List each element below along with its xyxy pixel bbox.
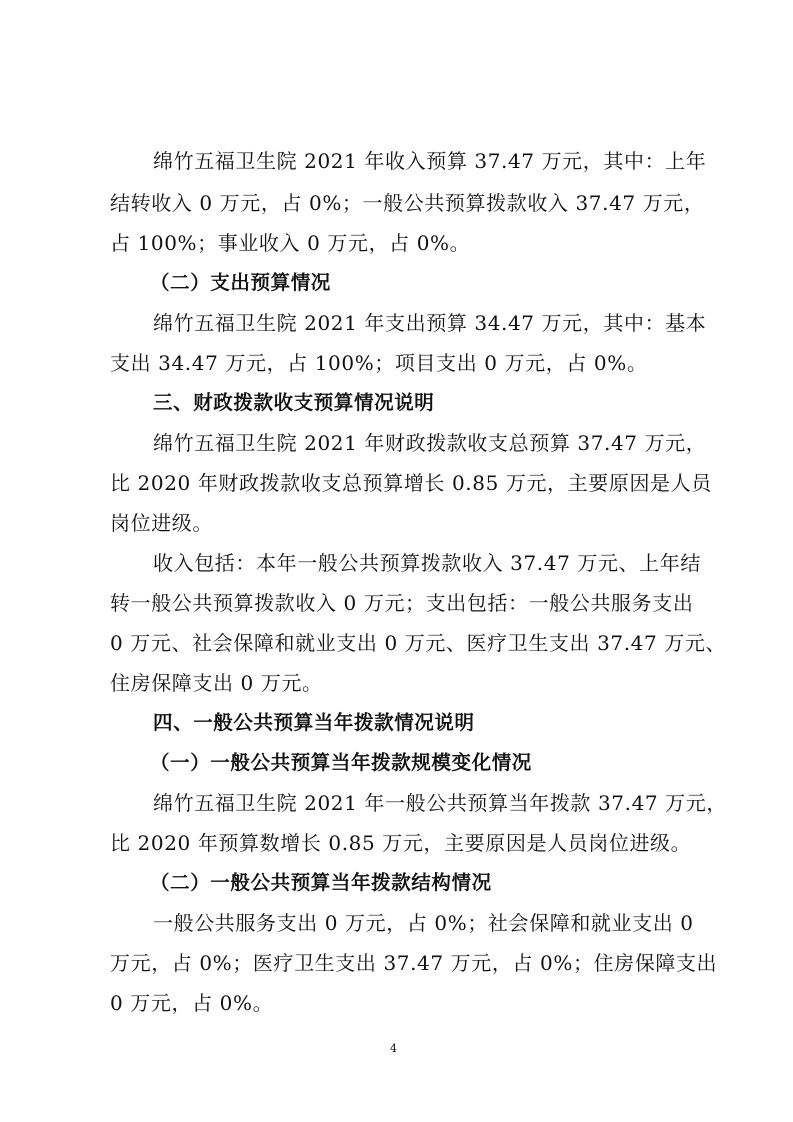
structure-paragraph-line-3: 0 万元，占 0%。 <box>110 991 274 1015</box>
fiscal-detail-line-1: 收入包括：本年一般公共预算拨款收入 37.47 万元、上年结 <box>153 551 701 575</box>
expense-paragraph-line-2: 支出 34.47 万元，占 100%；项目支出 0 万元，占 0%。 <box>110 351 648 375</box>
expense-heading: （二）支出预算情况 <box>150 271 331 294</box>
page-number: 4 <box>390 1042 397 1055</box>
income-paragraph-line-1: 绵竹五福卫生院 2021 年收入预算 37.47 万元，其中：上年 <box>153 149 707 173</box>
scale-paragraph-line-2: 比 2020 年预算数增长 0.85 万元，主要原因是人员岗位进级。 <box>110 831 692 855</box>
section-4-heading: 四、一般公共预算当年拨款情况说明 <box>153 711 475 734</box>
fiscal-detail-line-2: 转一般公共预算拨款收入 0 万元；支出包括：一般公共服务支出 <box>110 591 694 615</box>
scale-heading: （一）一般公共预算当年拨款规模变化情况 <box>150 751 532 774</box>
structure-paragraph-line-2: 万元，占 0%；医疗卫生支出 37.47 万元，占 0%；住房保障支出 <box>110 951 718 975</box>
section-3-heading: 三、财政拨款收支预算情况说明 <box>153 391 435 414</box>
fiscal-paragraph-line-1: 绵竹五福卫生院 2021 年财政拨款收支总预算 37.47 万元， <box>153 431 707 455</box>
fiscal-paragraph-line-2: 比 2020 年财政拨款收支总预算增长 0.85 万元，主要原因是人员 <box>110 471 712 495</box>
fiscal-paragraph-line-3: 岗位进级。 <box>110 511 213 535</box>
fiscal-detail-line-4: 住房保障支出 0 万元。 <box>110 671 323 695</box>
structure-heading: （二）一般公共预算当年拨款结构情况 <box>150 871 492 894</box>
scale-paragraph-line-1: 绵竹五福卫生院 2021 年一般公共预算当年拨款 37.47 万元， <box>153 791 727 815</box>
structure-paragraph-line-1: 一般公共服务支出 0 万元，占 0%；社会保障和就业支出 0 <box>153 911 694 935</box>
fiscal-detail-line-3: 0 万元、社会保障和就业支出 0 万元、医疗卫生支出 37.47 万元、 <box>110 631 727 655</box>
expense-paragraph-line-1: 绵竹五福卫生院 2021 年支出预算 34.47 万元，其中：基本 <box>153 311 707 335</box>
income-paragraph-line-2: 结转收入 0 万元，占 0%；一般公共预算拨款收入 37.47 万元， <box>110 191 705 215</box>
income-paragraph-line-3: 占 100%；事业收入 0 万元，占 0%。 <box>110 231 471 255</box>
